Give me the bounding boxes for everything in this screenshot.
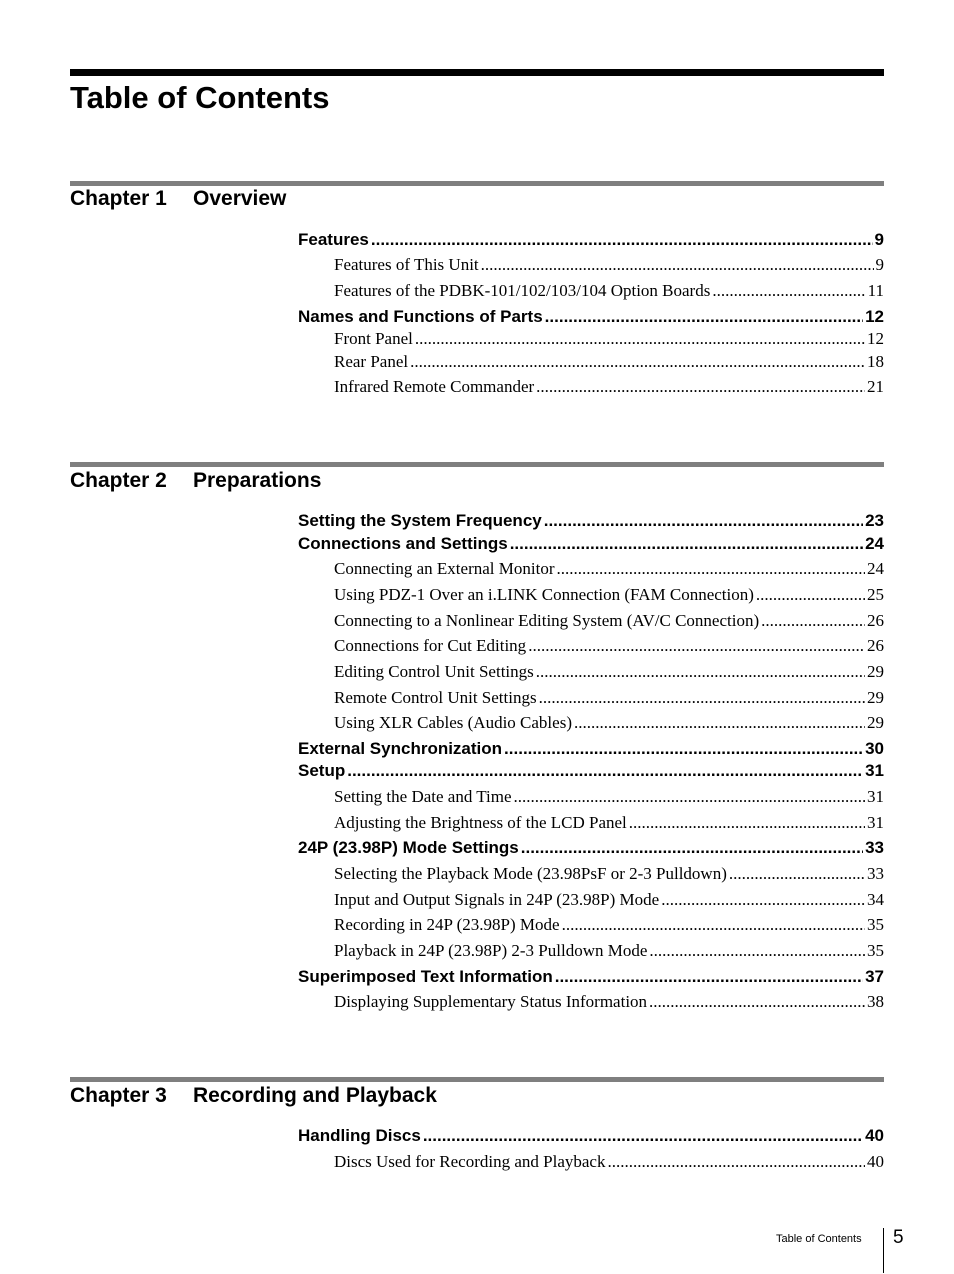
entry-page: 25 — [867, 585, 884, 604]
toc-entry[interactable] — [334, 584, 884, 606]
entry-title: Names and Functions of Parts — [298, 307, 543, 326]
leader-dots — [410, 351, 865, 373]
leader-dots — [544, 510, 863, 532]
leader-dots — [514, 786, 865, 808]
entry-title: Setup — [298, 761, 346, 780]
entry-page: 26 — [867, 611, 884, 630]
entry-title: Using XLR Cables (Audio Cables) — [334, 713, 572, 732]
entry-title: Features of This Unit — [334, 255, 479, 274]
toc-entry[interactable] — [334, 812, 884, 834]
toc-entry[interactable] — [298, 837, 884, 859]
leader-dots — [528, 635, 865, 657]
leader-dots — [423, 1125, 863, 1147]
toc-entry[interactable] — [298, 966, 884, 988]
toc-entry[interactable] — [334, 1151, 884, 1173]
leader-dots — [347, 760, 863, 782]
entry-title: 24P (23.98P) Mode Settings — [298, 838, 519, 857]
entry-page: 26 — [867, 636, 884, 655]
entry-page: 31 — [867, 813, 884, 832]
entry-page: 31 — [867, 787, 884, 806]
entry-page: 33 — [865, 838, 884, 857]
toc-entry[interactable] — [334, 712, 884, 734]
toc-entry[interactable] — [298, 510, 884, 532]
entry-page: 11 — [867, 281, 884, 300]
entry-page: 29 — [867, 713, 884, 732]
leader-dots — [756, 584, 865, 606]
entry-page: 30 — [865, 739, 884, 758]
entry-page: 12 — [865, 307, 884, 326]
entry-title: Connecting an External Monitor — [334, 559, 555, 578]
entry-page: 29 — [867, 688, 884, 707]
leader-dots — [649, 940, 865, 962]
title-rule — [70, 69, 884, 76]
leader-dots — [574, 712, 865, 734]
entry-title: Features of the PDBK-101/102/103/104 Option Boards — [334, 281, 711, 300]
chapter-rule — [70, 462, 884, 467]
entry-title: Input and Output Signals in 24P (23.98P) Mode — [334, 890, 660, 909]
entry-title: Features — [298, 230, 369, 249]
entry-page: 35 — [867, 941, 884, 960]
footer-divider — [883, 1228, 884, 1273]
leader-dots — [562, 914, 865, 936]
entry-page: 12 — [867, 329, 884, 348]
entry-title: Using PDZ-1 Over an i.LINK Connection (FAM Connection) — [334, 585, 754, 604]
entry-page: 40 — [867, 1152, 884, 1171]
entry-page: 40 — [865, 1126, 884, 1145]
entry-title: External Synchronization — [298, 739, 503, 758]
toc-entry[interactable] — [334, 254, 884, 276]
entry-page: 24 — [865, 534, 884, 553]
leader-dots — [504, 738, 863, 760]
toc-entry[interactable] — [334, 940, 884, 962]
entry-title: Selecting the Playback Mode (23.98PsF or 2-3 Pulldown) — [334, 864, 727, 883]
entry-title: Superimposed Text Information — [298, 967, 553, 986]
toc-entry[interactable] — [298, 738, 884, 760]
toc-entry[interactable] — [334, 661, 884, 683]
leader-dots — [729, 863, 865, 885]
entry-page: 21 — [867, 377, 884, 396]
leader-dots — [712, 280, 865, 302]
leader-dots — [539, 687, 865, 709]
entry-title: Front Panel — [334, 329, 413, 348]
entry-title: Playback in 24P (23.98P) 2-3 Pulldown Mode — [334, 941, 648, 960]
chapter-heading — [70, 1083, 437, 1109]
toc-entry[interactable] — [298, 1125, 884, 1147]
toc-entry[interactable] — [298, 229, 884, 251]
toc-entry[interactable] — [334, 635, 884, 657]
leader-dots — [521, 837, 863, 859]
toc-entry[interactable] — [334, 991, 884, 1013]
leader-dots — [510, 533, 863, 555]
entry-title: Connections and Settings — [298, 534, 508, 553]
toc-entry[interactable] — [334, 610, 884, 632]
leader-dots — [761, 610, 865, 632]
toc-entry[interactable] — [334, 687, 884, 709]
entry-page: 9 — [874, 230, 884, 249]
entry-page: 37 — [865, 967, 884, 986]
chapter-heading — [70, 468, 321, 494]
leader-dots — [415, 328, 865, 350]
leader-dots — [661, 889, 865, 911]
leader-dots — [371, 229, 873, 251]
chapter-number: Chapter 3 — [70, 1084, 167, 1107]
chapter-rule — [70, 1077, 884, 1082]
leader-dots — [555, 966, 863, 988]
chapter-name: Overview — [193, 187, 287, 210]
chapter-name: Recording and Playback — [193, 1084, 437, 1107]
entry-page: 33 — [867, 864, 884, 883]
toc-entry[interactable] — [334, 863, 884, 885]
entry-title: Recording in 24P (23.98P) Mode — [334, 915, 560, 934]
page-number: 5 — [893, 1227, 904, 1248]
leader-dots — [536, 661, 865, 683]
chapter-number: Chapter 1 — [70, 187, 167, 210]
leader-dots — [556, 558, 865, 580]
entry-title: Adjusting the Brightness of the LCD Panel — [334, 813, 627, 832]
entry-title: Remote Control Unit Settings — [334, 688, 537, 707]
entry-page: 38 — [867, 992, 884, 1011]
entry-title: Rear Panel — [334, 352, 409, 371]
entry-title: Editing Control Unit Settings — [334, 662, 534, 681]
entry-page: 31 — [865, 761, 884, 780]
leader-dots — [649, 991, 865, 1013]
toc-entry[interactable] — [334, 280, 884, 302]
chapter-number: Chapter 2 — [70, 469, 167, 492]
toc-entry[interactable] — [334, 786, 884, 808]
entry-title: Infrared Remote Commander — [334, 377, 535, 396]
entry-title: Displaying Supplementary Status Information — [334, 992, 648, 1011]
entry-title: Setting the Date and Time — [334, 787, 512, 806]
page-title: Table of Contents — [70, 80, 330, 115]
entry-page: 18 — [867, 352, 884, 371]
entry-title: Connections for Cut Editing — [334, 636, 527, 655]
toc-entry[interactable] — [334, 376, 884, 398]
leader-dots — [481, 254, 874, 276]
entry-title: Discs Used for Recording and Playback — [334, 1152, 606, 1171]
entry-page: 35 — [867, 915, 884, 934]
chapter-heading — [70, 186, 286, 212]
footer-section-label: Table of Contents — [776, 1233, 862, 1245]
chapter-name: Preparations — [193, 469, 322, 492]
entry-page: 29 — [867, 662, 884, 681]
toc-entry[interactable] — [334, 351, 884, 373]
toc-entry[interactable] — [334, 328, 884, 350]
entry-title: Setting the System Frequency — [298, 511, 542, 530]
leader-dots — [629, 812, 865, 834]
entry-title: Connecting to a Nonlinear Editing System (AV/C Connection) — [334, 611, 760, 630]
entry-page: 34 — [867, 890, 884, 909]
entry-page: 9 — [875, 255, 884, 274]
leader-dots — [536, 376, 865, 398]
leader-dots — [545, 306, 863, 328]
toc-entry[interactable] — [298, 306, 884, 328]
leader-dots — [607, 1151, 865, 1173]
toc-entry[interactable] — [298, 760, 884, 782]
toc-entry[interactable] — [334, 889, 884, 911]
toc-entry[interactable] — [298, 533, 884, 555]
entry-title: Handling Discs — [298, 1126, 421, 1145]
entry-page: 23 — [865, 511, 884, 530]
toc-entry[interactable] — [334, 914, 884, 936]
toc-entry[interactable] — [334, 558, 884, 580]
entry-page: 24 — [867, 559, 884, 578]
